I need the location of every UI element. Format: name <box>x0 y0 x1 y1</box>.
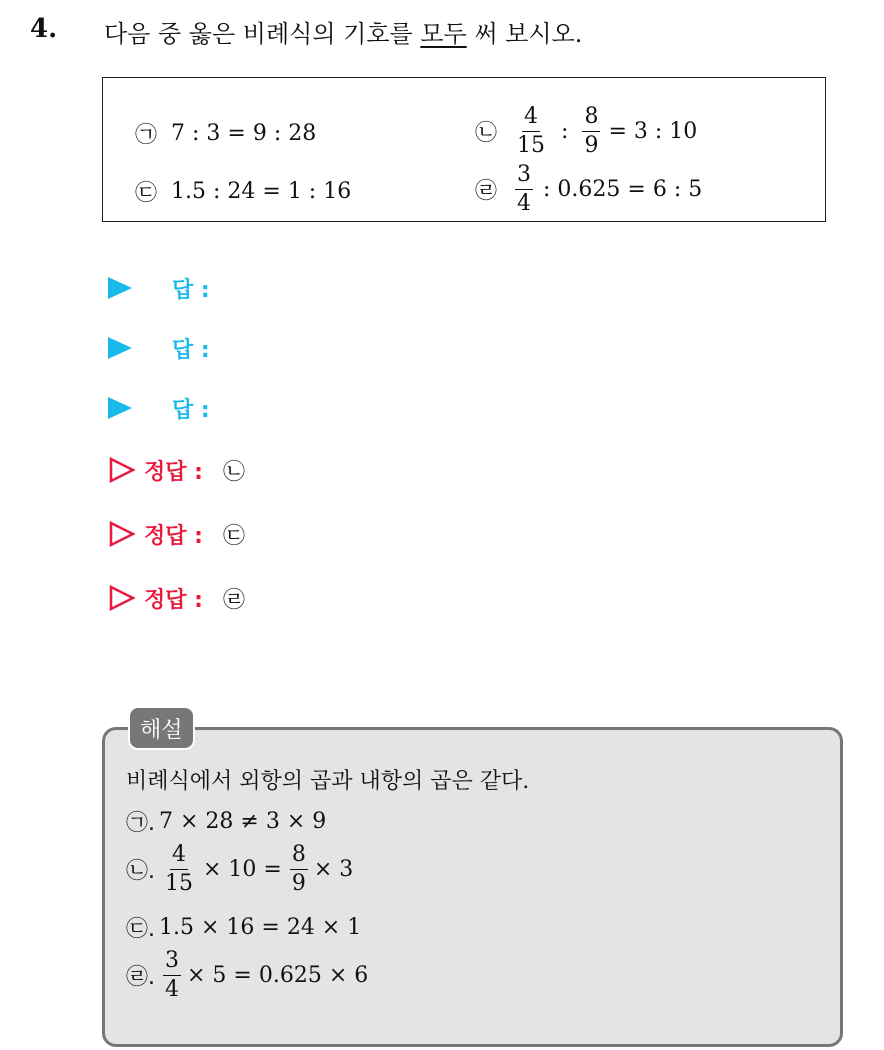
option-4 <box>475 164 702 215</box>
option-1 <box>135 118 316 149</box>
question-text-after: 써 보시오. <box>466 20 583 48</box>
question-number: 4. <box>30 14 58 44</box>
outline-triangle-icon <box>108 584 136 612</box>
fraction-denominator: 15 <box>517 133 546 158</box>
fraction-denominator: 4 <box>165 977 179 1002</box>
explanation-symbol: ㉢. <box>126 917 155 942</box>
correct-label: 정답 : <box>144 459 203 485</box>
option-expr: 7 : 3 = 9 : 28 <box>171 121 317 146</box>
explanation-symbol: ㉡. <box>126 859 155 884</box>
option-symbol: ㉠ <box>135 123 158 148</box>
option-expr: : 0.625 = 6 : 5 <box>543 177 703 202</box>
answer-label: 답 : <box>172 337 210 363</box>
fraction <box>515 106 547 157</box>
fraction <box>163 844 195 895</box>
question-text-before: 다음 중 옳은 비례식의 기호를 <box>104 20 421 48</box>
option-symbol: ㉡ <box>475 121 498 146</box>
correct-row-1 <box>108 450 245 490</box>
play-triangle-icon <box>108 337 132 359</box>
fraction <box>163 950 181 1001</box>
option-3 <box>135 176 351 207</box>
explanation-line-3 <box>126 912 361 943</box>
correct-label: 정답 : <box>144 587 203 613</box>
explanation-expr: × 10 = <box>203 857 282 882</box>
options-box <box>102 77 826 222</box>
correct-value: ㉣ <box>222 587 245 613</box>
fraction-numerator: 4 <box>522 106 540 132</box>
fraction <box>515 164 533 215</box>
outline-triangle-icon <box>108 520 136 548</box>
fraction <box>290 844 308 895</box>
fraction-numerator: 3 <box>163 950 181 976</box>
explanation-intro: 비례식에서 외항의 곱과 내항의 곱은 같다. <box>126 769 530 794</box>
question-text <box>104 14 582 49</box>
correct-label: 정답 : <box>144 523 203 549</box>
answer-row-2[interactable] <box>108 328 210 368</box>
explanation-expr: × 3 <box>313 857 354 882</box>
fraction-denominator: 9 <box>584 133 599 158</box>
option-symbol: ㉣ <box>475 179 498 204</box>
explanation-tab: 해설 <box>128 706 195 750</box>
play-triangle-icon <box>108 397 132 419</box>
correct-row-3 <box>108 578 245 618</box>
outline-triangle-icon <box>108 456 136 484</box>
answer-label: 답 : <box>172 397 210 423</box>
correct-row-2 <box>108 514 245 554</box>
explanation-expr: 1.5 × 16 = 24 × 1 <box>159 915 362 940</box>
fraction-numerator: 3 <box>515 164 533 190</box>
fraction-denominator: 4 <box>517 191 532 216</box>
explanation-symbol: ㉠. <box>126 811 155 836</box>
explanation-line-4 <box>126 950 368 1001</box>
answer-label: 답 : <box>172 277 210 303</box>
explanation-line-2 <box>126 844 353 895</box>
option-expr: 1.5 : 24 = 1 : 16 <box>171 179 352 204</box>
correct-value: ㉢ <box>222 523 245 549</box>
explanation-expr: × 5 = 0.625 × 6 <box>187 963 369 988</box>
explanation-line-1 <box>126 806 326 837</box>
question-text-underlined: 모두 <box>420 20 467 48</box>
fraction-denominator: 15 <box>165 871 193 896</box>
answer-row-3[interactable] <box>108 388 210 428</box>
fraction-numerator: 8 <box>582 106 600 132</box>
option-2 <box>475 106 697 157</box>
option-expr: = 3 : 10 <box>608 119 698 144</box>
fraction-denominator: 9 <box>291 871 306 896</box>
option-colon: : <box>561 119 569 144</box>
fraction <box>582 106 600 157</box>
play-triangle-icon <box>108 277 132 299</box>
correct-value: ㉡ <box>222 459 245 485</box>
option-symbol: ㉢ <box>135 181 158 206</box>
explanation-symbol: ㉣. <box>126 965 155 990</box>
answer-row-1[interactable] <box>108 268 210 308</box>
fraction-numerator: 4 <box>170 844 188 870</box>
explanation-expr: 7 × 28 ≠ 3 × 9 <box>159 809 327 834</box>
fraction-numerator: 8 <box>290 844 308 870</box>
